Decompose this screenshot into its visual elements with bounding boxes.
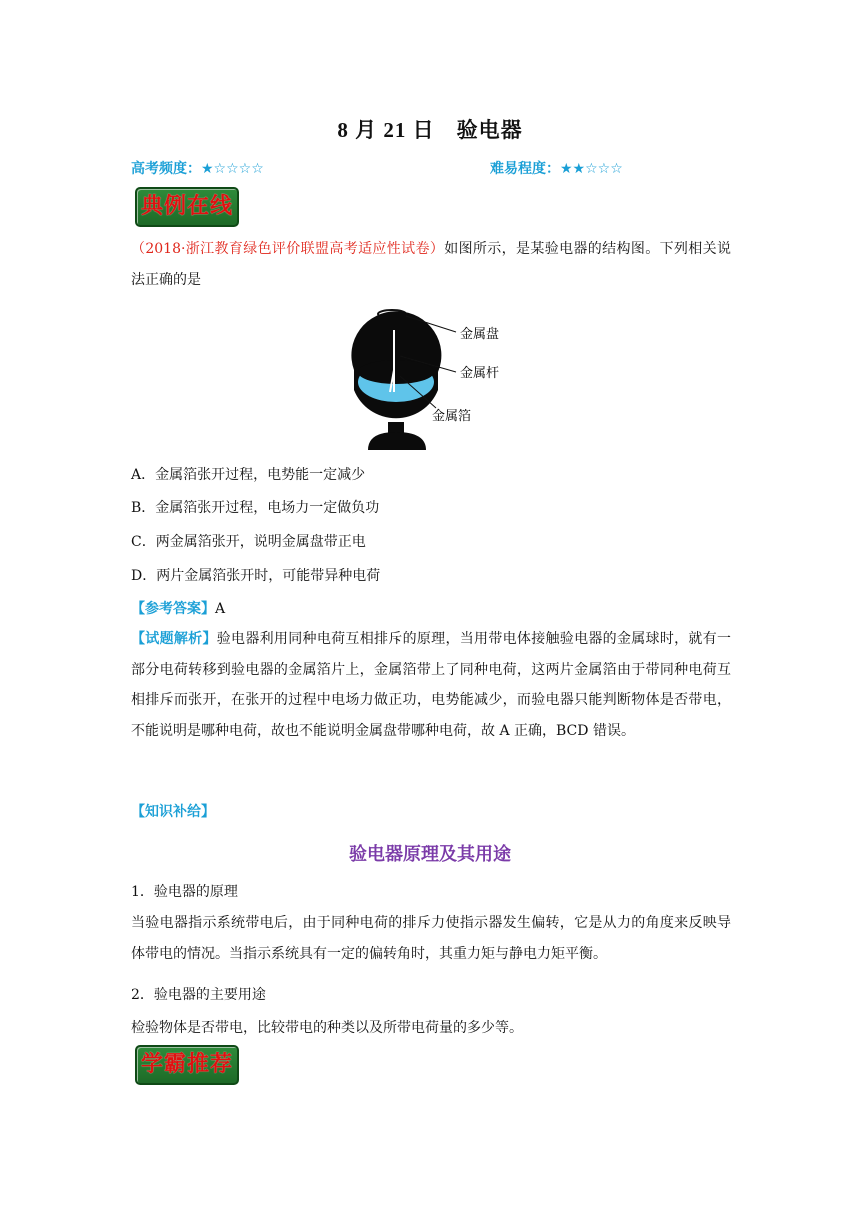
- label-metal-disk: 金属盘: [460, 327, 500, 342]
- typical-example-badge: 典例在线: [135, 187, 239, 227]
- answer-label: 【参考答案】: [131, 601, 215, 617]
- electroscope-figure: [340, 300, 520, 455]
- option-b: B．金属箔张开过程，电场力一定做负功: [131, 500, 380, 516]
- top-student-recommend-badge: 学霸推荐: [135, 1045, 239, 1085]
- question-source: （2018·浙江教育绿色评价联盟高考适应性试卷）: [131, 241, 445, 257]
- frequency-stars: ★☆☆☆☆: [201, 161, 264, 177]
- difficulty-label: 难易程度：: [490, 161, 560, 177]
- stand-base: [368, 432, 426, 450]
- option-a: A．金属箔张开过程，电势能一定减少: [131, 467, 366, 483]
- question-text: 如图所示，是某验电器的结构图。下列相关说法正确的是: [131, 241, 732, 288]
- usage-text: 检验物体是否带电，比较带电的种类以及所带电荷量的多少等。: [131, 1020, 523, 1036]
- option-c: C．两金属箔张开，说明金属盘带正电: [131, 534, 366, 550]
- jar-inner: [358, 360, 434, 384]
- answer-value: A: [215, 601, 226, 617]
- question-stem: [131, 234, 731, 295]
- label-metal-rod: 金属杆: [460, 366, 500, 381]
- analysis-text: 验电器利用同种电荷互相排斥的原理，当用带电体接触验电器的金属球时，就有一部分电荷转移到验电器的金属箔片上，金属箔带上了同种电荷，这两片金属箔由于带同种电荷互相排斥而张开，在张开的过程中电场力做正功，电势能减少，而验电器只能判断物体是否带电，不能说明是哪种电荷，故也不能说明金属盘带哪种电荷，故 A 正确，BCD 错误。: [131, 631, 732, 739]
- difficulty-level: [490, 158, 623, 178]
- section-title: 验电器原理及其用途: [349, 844, 511, 865]
- usage-heading: 2．验电器的主要用途: [131, 987, 266, 1003]
- exam-frequency: [131, 158, 264, 178]
- reference-answer: [131, 598, 225, 618]
- page-title: 8 月 21 日 验电器: [337, 118, 523, 142]
- frequency-label: 高考频度：: [131, 161, 201, 177]
- label-metal-foil: 金属箔: [432, 409, 472, 424]
- analysis-paragraph: [131, 624, 731, 746]
- analysis-label: 【试题解析】: [131, 631, 217, 647]
- principle-text: 当验电器指示系统带电后，由于同种电荷的排斥力使指示器发生偏转，它是从力的角度来反映导体带电的情况。当指示系统具有一定的偏转角时，其重力矩与静电力矩平衡。: [131, 915, 731, 962]
- option-d: D．两片金属箔张开时，可能带异种电荷: [131, 568, 381, 584]
- difficulty-stars: ★★☆☆☆: [560, 161, 623, 177]
- knowledge-label: 【知识补给】: [131, 804, 215, 820]
- principle-heading: 1．验电器的原理: [131, 884, 238, 900]
